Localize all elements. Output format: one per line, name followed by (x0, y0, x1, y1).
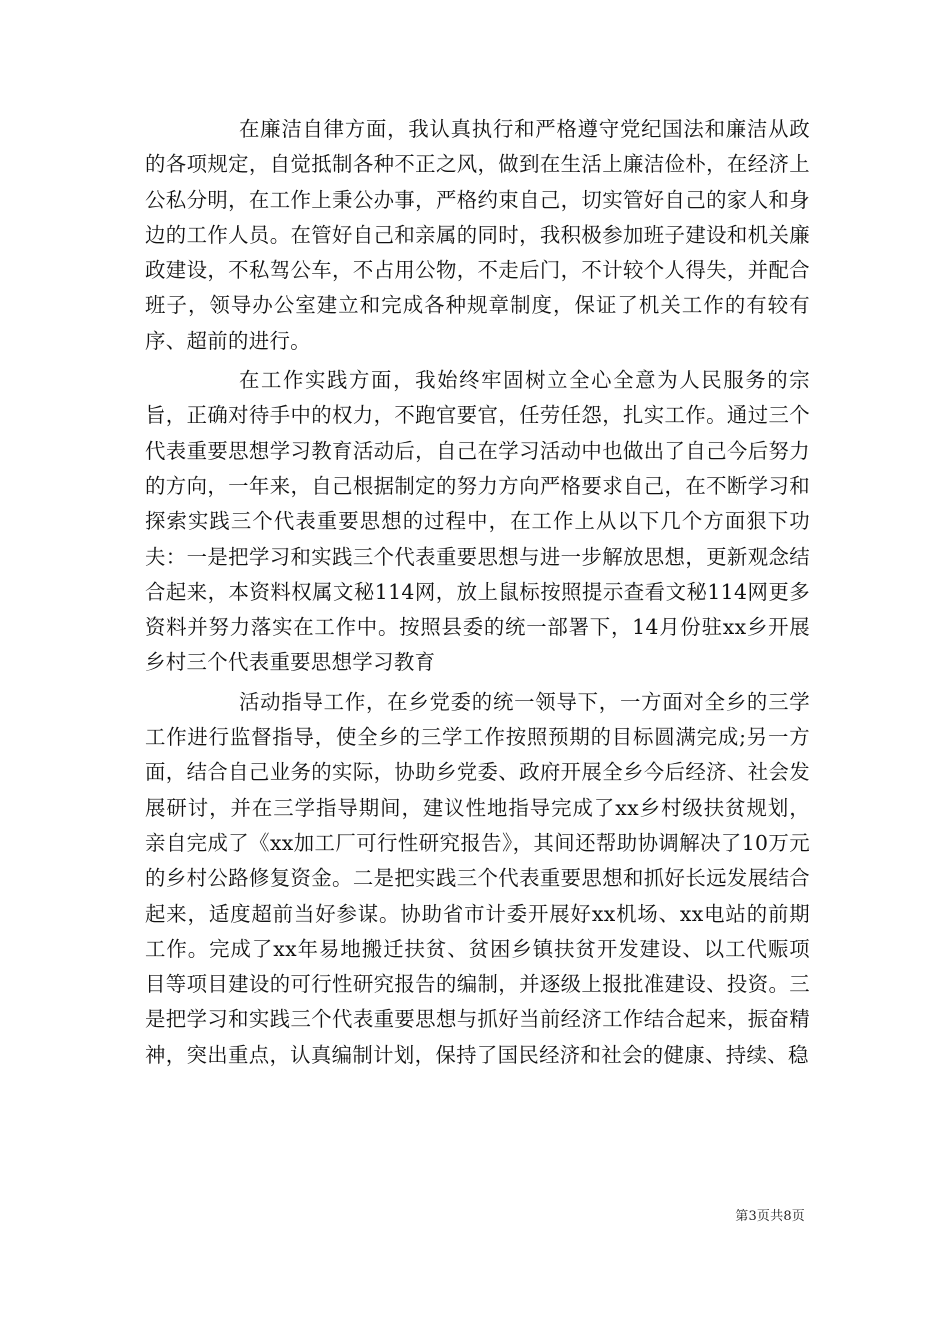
paragraph-guidance-work: 活动指导工作，在乡党委的统一领导下，一方面对全乡的三学工作进行监督指导，使全乡的三学工作按照预期的目标圆满完成;另一方面，结合自己业务的实际，协助乡党委、政府开展全乡今后经济、社会发展研讨，并在三学指导期间，建议性地指导完成了xx乡村级扶贫规划，亲自完成了《xx加工厂可行性研究报告》，其间还帮助协调解决了10万元的乡村公路修复资金。二是把实践三个代表重要思想和抓好长远发展结合起来，适度超前当好参谋。协助省市计委开展好xx机场、xx电站的前期工作。完成了xx年易地搬迁扶贫、贫困乡镇扶贫开发建设、以工代赈项目等项目建设的可行性研究报告的编制，并逐级上报批准建设、投资。三是把学习和实践三个代表重要思想与抓好当前经济工作结合起来，振奋精神，突出重点，认真编制计划，保持了国民经济和社会的健康、持续、稳 (145, 689, 810, 1067)
document-body (145, 112, 810, 1077)
paragraph-work-practice: 在工作实践方面，我始终牢固树立全心全意为人民服务的宗旨，正确对待手中的权力，不跑官要官，任劳任怨，扎实工作。通过三个代表重要思想学习教育活动后，自己在学习活动中也做出了自己今后努力的方向，一年来，自己根据制定的努力方向严格要求自己，在不断学习和探索实践三个代表重要思想的过程中，在工作上从以下几个方面狠下功夫：一是把学习和实践三个代表重要思想与进一步解放思想，更新观念结合起来，本资料权属文秘114网，放上鼠标按照提示查看文秘114网更多资料并努力落实在工作中。按照县委的统一部署下，14月份驻xx乡开展乡村三个代表重要思想学习教育 (145, 368, 810, 675)
page-number: 第3页共8页 (735, 1209, 805, 1224)
paragraph-integrity: 在廉洁自律方面，我认真执行和严格遵守党纪国法和廉洁从政的各项规定，自觉抵制各种不正之风，做到在生活上廉洁俭朴，在经济上公私分明，在工作上秉公办事，严格约束自己，切实管好自己的家人和身边的工作人员。在管好自己和亲属的同时，我积极参加班子建设和机关廉政建设，不私驾公车，不占用公物，不走后门，不计较个人得失，并配合班子，领导办公室建立和完成各种规章制度，保证了机关工作的有较有序、超前的进行。 (145, 117, 810, 353)
